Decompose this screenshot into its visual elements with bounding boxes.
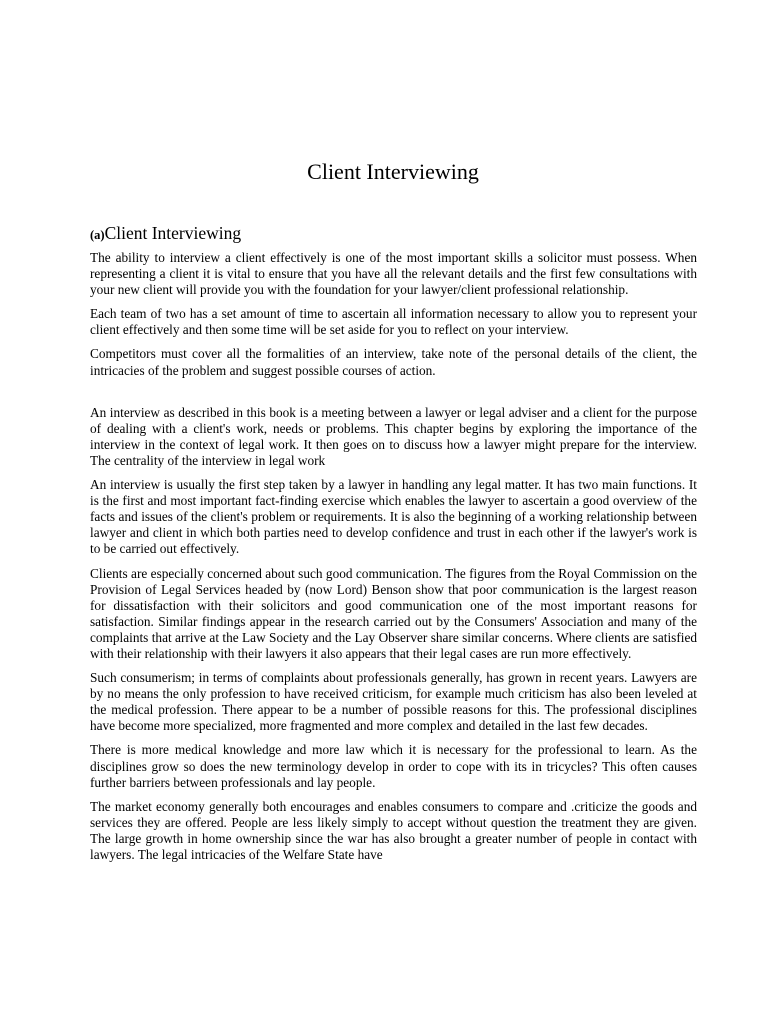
paragraph: Such consumerism; in terms of complaints about professionals generally, has grown in recent years. Lawyers are by no means the only profession to have received criticism, for example much criticism has also been leveled at the medical profession. There appear to be a number of possible reasons for this. The professional disciplines have become more specialized, more fragmented and more complex and detailed in the last few decades. — [90, 670, 697, 734]
paragraph: There is more medical knowledge and more law which it is necessary for the professional to learn. As the disciplines grow so does the new terminology develop in order to cope with its in tricycles? This often causes further barriers between professionals and lay people. — [90, 742, 697, 790]
section-heading — [90, 221, 241, 247]
section-marker: (a) — [90, 228, 105, 242]
paragraph: The market economy generally both encourages and enables consumers to compare and .criticize the goods and services they are offered. People are less likely simply to accept without question the treatment they are given. The large growth in home ownership since the war has also brought a greater number of people in contact with lawyers. The legal intricacies of the Welfare State have — [90, 798, 697, 862]
section-heading-text: Client Interviewing — [104, 223, 242, 243]
paragraph: An interview as described in this book is a meeting between a lawyer or legal adviser and a client for the purpose of dealing with a client's work, needs or problems. This chapter begins by exploring the importance of the interview in the context of legal work. It then goes on to discuss how a lawyer might prepare for the interview. The centrality of the interview in legal work — [90, 404, 697, 468]
paragraph: Each team of two has a set amount of time to ascertain all information necessary to allow you to represent your client effectively and then some time will be set aside for you to reflect on your interview. — [90, 306, 697, 338]
document-title: Client Interviewing — [307, 159, 479, 184]
document-body — [90, 250, 697, 871]
paragraph: Competitors must cover all the formalities of an interview, take note of the personal details of the client, the intricacies of the problem and suggest possible courses of action. — [90, 346, 697, 378]
paragraph: Clients are especially concerned about such good communication. The figures from the Royal Commission on the Provision of Legal Services headed by (now Lord) Benson show that poor communication is the largest reason for dissatisfaction with their solicitors and good communication one of the most important reasons for satisfaction. Similar findings appear in the research carried out by the Consumers' Association and many of the complaints that arrive at the Law Society and the Lay Observer share similar concerns. Where clients are satisfied with their relationship with their lawyers it also appears that their legal cases are run more effectively. — [90, 565, 697, 661]
paragraph: The ability to interview a client effectively is one of the most important skills a solicitor must possess. When representing a client it is vital to ensure that you have all the relevant details and the first few consultations with your new client will provide you with the foundation for your lawyer/client professional relationship. — [90, 250, 697, 298]
paragraph: An interview is usually the first step taken by a lawyer in handling any legal matter. It has two main functions. It is the first and most important fact-finding exercise which enables the lawyer to ascertain a good overview of the facts and issues of the client's problem or requirements. It is also the beginning of a working relationship between lawyer and client in which both parties need to develop confidence and trust in each other if the lawyer's work is to be carried out effectively. — [90, 477, 697, 557]
